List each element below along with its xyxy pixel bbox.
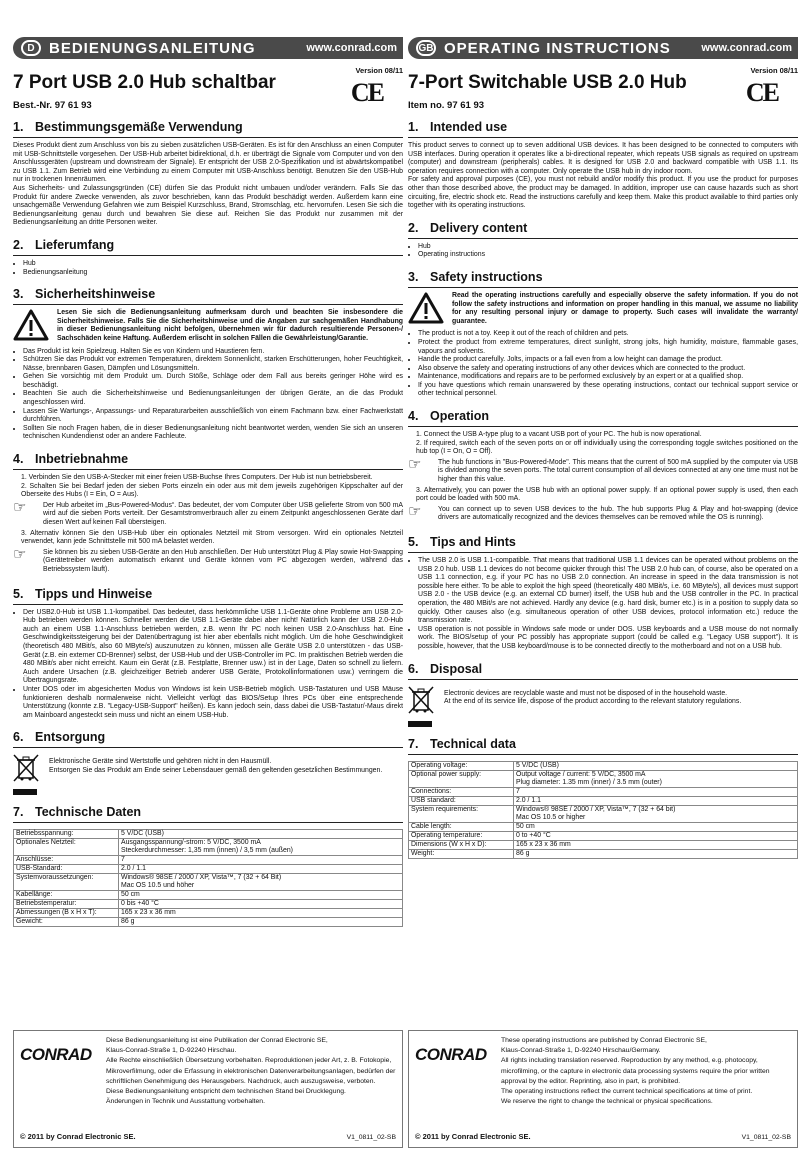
table-row [14,830,403,839]
spec-label: Operating temperature: [409,831,514,840]
german-column [13,37,403,927]
list-item: • Operating instructions [418,251,798,260]
section-3-heading: 3. Sicherheitshinweise [13,277,403,305]
table-row [409,770,798,787]
document-code: V1_0811_02-SB [741,1134,791,1141]
step-3: 3. Alternatively, you can power the USB hub with an optional power supply. If an optional power supply is used, then each port could be loaded with 500 mA. [416,486,798,503]
banner-title: BEDIENUNGSANLEITUNG [49,39,256,57]
disposal-text-2: Entsorgen Sie das Produkt am Ende seiner Lebensdauer gemäß den geltenden gesetzlichen Bestimmungen. [49,766,383,774]
table-row [14,856,403,865]
spec-label: Anschlüsse: [14,856,119,865]
operation-steps-continued [13,530,403,547]
section-4-heading: 4. Inbetriebnahme [13,442,403,470]
language-badge: GB [416,40,436,56]
table-row [409,805,798,822]
spec-label: Weight: [409,849,514,858]
safety-warning-text: Lesen Sie sich die Bedienungsanleitung aufmerksam durch und beachten Sie insbesondere die Sicherheitshinweise. Falls Sie die Sicherheitshinweise und die Angaben zur sachgemäßen Handhabung in dieser Bedienungsanleitung nicht befolgen, übernehmen wir für dadurch resultierende Personen-/ Sachschäden keine Haftung. Außerdem erlischt in solchen Fällen die Gewährleistung/Garantie. [57,309,403,342]
header-banner [13,37,403,59]
list-item: • Maintenance, modifications and repairs are to be performed exclusively by an expert or at a qualified shop. [418,373,798,382]
table-row [14,900,403,909]
list-item: • Handle the product carefully. Jolts, impacts or a fall even from a low height can damage the product. [418,356,798,365]
spec-value: 0 bis +40 °C [119,900,403,909]
note-text: Sie können bis zu sieben USB-Geräte an den Hub anschließen. Der Hub unterstützt Plug & Play sowie Hot-Swapping (Gerätetreiber werden automatisch erkannt und Geräte können vom PC abgezogen werden, während das Betriebssystem läuft). [43,548,403,573]
spec-label: Abmessungen (B x H x T): [14,909,119,918]
step-1: 1. Connect the USB A-type plug to a vacant USB port of your PC. The hub is now operational. [416,431,702,439]
document-title: 7 Port USB 2.0 Hub schaltbar [13,72,276,93]
spec-label: Optional power supply: [409,770,514,787]
header-banner [408,37,798,59]
delivery-list [408,243,798,260]
step-2: 2. Schalten Sie bei Bedarf jeden der sieben Ports einzeln ein oder aus mit dem jeweils zugehörigen Kippschalter auf der Oberseite des Hubs (I = Ein, O = Aus). [21,482,403,499]
disposal-text-2: At the end of its service life, dispose of the product according to the relevant statutory regulations. [444,698,742,706]
intended-use-text-2: Aus Sicherheits- und Zulassungsgründen (CE) dürfen Sie das Produkt nicht umbauen und/oder verändern. Falls Sie das Produkt für andere Zwecke verwenden, als zuvor beschrieben, kann das Produkt beschädigt werden. Außerdem kann eine unsachgemäße Verwendung Gefahren wie zum Beispiel Kurzschluss, Brand, Stromschlag, etc. hervorrufen. Lesen Sie sich die Bedienungsanleitung genau durch und bewahren Sie diese auf. Reichen Sie das Produkt nur zusammen mit der Bedienungsanleitung an dritte Personen weiter. [13,184,403,227]
spec-label: System requirements: [409,805,514,822]
table-row [409,822,798,831]
publisher-info: These operating instructions are published by Conrad Electronic SE, Klaus-Conrad-Straße 1, D-92240 Hirschau/Germany. All rights including translation reserved. Reproduction by any method, e.g. photocopy, microfilming, or the capture in electronic data processing systems require the prior written approval by the editor. Reprinting, also in part, is prohibited. The operating instructions reflect the current technical specifications at time of print. We reserve the right to change the technical or physical specifications. [501,1037,770,1106]
table-row [14,909,403,918]
spec-label: USB standard: [409,796,514,805]
spec-label: Betriebstemperatur: [14,900,119,909]
list-item: • Bedienungsanleitung [23,269,403,278]
disposal-text: Elektronische Geräte sind Wertstoffe und gehören nicht in den Hausmüll. [49,758,272,766]
list-item: • Beachten Sie auch die Sicherheitshinweise und Bedienungsanleitungen der übrigen Geräte, an die das Produkt angeschlossen wird. [23,390,403,407]
section-7-heading: 7. Technical data [408,727,798,755]
publisher-info: Diese Bedienungsanleitung ist eine Publikation der Conrad Electronic SE, Klaus-Conrad-Straße 1, D-92240 Hirschau. Alle Rechte einschließlich Übersetzung vorbehalten. Reproduktionen jeder Art, z. B. Fotokopie, Mikroverfilmung, oder die Erfassung in elektronischen Datenverarbeitungsanlagen, bedürfen der schriftlichen Genehmigung des Herausgebers. Nachdruck, auch auszugsweise, verboten. Diese Bedienungsanleitung entspricht dem technischen Stand bei Drucklegung. Änderungen in Technik und Ausstattung vorbehalten. [106,1037,396,1106]
safety-list [408,330,798,399]
spec-value: 2.0 / 1.1 [514,796,798,805]
banner-title: OPERATING INSTRUCTIONS [444,39,671,57]
spec-label: Systemvoraussetzungen: [14,874,119,891]
technical-data-table [408,761,798,859]
pointing-hand-icon: ☞ [13,498,27,516]
ce-mark-icon: CE [350,78,383,107]
list-item: • Der USB2.0-Hub ist USB 1.1-kompatibel. Das bedeutet, dass herkömmliche USB 1.1-Geräte ohne Probleme am USB 2.0-Hub betrieben werden können. Schneller werden die USB 1.1-Geräte dabei aber nicht! Natürlich kann der USB 2.0-Hub auch an einem USB 1.1-Anschluss betrieben werden, z.B. wenn Ihr PC noch keinen USB 2.0-Anschluss hat. Eine Geschwindigkeitssteigerung bei der Datenübertragung ist hier aber ebenfalls nicht möglich. Um die hohe Geschwindigkeit (theoretisch 480 MBit/s, also 60 MByte/s) auszunutzen zu können, müssen alle Geräte USB 2.0 unterstützen - das USB-Gerät (z.B. ein externer CD-Brenner) selbst, der USB-Hub und der USB-Controller im PC. Im praktischen Betrieb werden die 480 MBit/s aber nicht erreicht. Kaum ein Gerät (z.B. Festplatte, Brenner usw.) ist in der Lage, Daten so schnell zu liefern. Auch andere Ursachen (z.B. gleichzeitiger Betrieb anderer USB Geräte, Protokollinformationen usw.) verringern die Übertragungsrate. [23,609,403,686]
disposal-text: Electronic devices are recyclable waste and must not be disposed of in the household waste. [444,689,728,697]
intended-use-text-2: For safety and approval purposes (CE), you must not rebuild and/or modify this product. If you use the product for purposes other than those described above, the product may be damaged. In addition, improper use can cause hazards such as short circuiting, fire, electric shock etc. Read the instructions carefully and keep them. Make this product available to third parties only together with its operating instructions. [408,176,798,210]
technical-data-table [13,829,403,927]
table-row [409,831,798,840]
table-row [14,891,403,900]
spec-label: Gewicht: [14,918,119,927]
list-item: • Lassen Sie Wartungs-, Anpassungs- und Reparaturarbeiten ausschließlich von einem Fachmann bzw. einer Fachwerkstatt durchführen. [23,408,403,425]
version-label: Version 08/11 [750,66,798,75]
conrad-logo: CONRAD [415,1045,487,1064]
spec-label: Connections: [409,787,514,796]
list-item: • If you have questions which remain unanswered by these operating instructions, contact our technical support service or other technical personnel. [418,382,798,399]
spec-value: Ausgangsspannung/-strom: 5 V/DC, 3500 mA Steckerdurchmesser: 1,35 mm (innen) / 3,5 mm (außen) [119,839,403,856]
tips-list [408,557,798,652]
spec-value: 0 to +40 °C [514,831,798,840]
list-item: • Sollten Sie noch Fragen haben, die in dieser Bedienungsanleitung nicht beantwortet werden, wenden Sie sich an unseren technischen Kundendienst oder an andere Fachleute. [23,425,403,442]
intended-use-text: This product serves to connect up to seven additional USB devices. It has been designed to be connected to computers with USB interfaces. During operation it operates like a bi-directional repeater, which repeats USB signals as required on upstream (computer) and downstream (peripherals) cables. It is designed for USB 2.0 and backward compatible with USB 1.1. Its operation requires connection with a computer. Only operate the USB hub in dry indoor room. [408,142,798,175]
step-3: 3. Alternativ können Sie den USB-Hub über ein optionales Netzteil mit Strom versorgen. Wird ein optionales Netzteil verwendet, kann jede Schnittstelle mit 500 mA belastet werden. [21,529,403,546]
table-row [409,849,798,858]
list-item: • USB operation is not possible in Windows safe mode or under DOS. USB keyboards and a USB mouse do not normally work. The BIOS/setup of your PC possibly has appropriate support (could be called e.g. "Legacy USB support"). It is possible, however, that the USB keyboard/mouse is to be connected directly to the motherboard and not on a USB hub. [418,626,798,652]
section-5-heading: 5. Tips and Hints [408,525,798,553]
spec-value: 50 cm [119,891,403,900]
conrad-logo: CONRAD [20,1045,92,1064]
step-2: 2. If required, switch each of the seven ports on or off individually using the corresponding toggle switches positioned on the hub top (I = On, O = Off). [416,439,798,456]
table-row [409,840,798,849]
spec-label: Operating voltage: [409,761,514,770]
spec-label: USB-Standard: [14,865,119,874]
english-column [408,37,798,859]
section-2-heading: 2. Lieferumfang [13,228,403,256]
crossed-bin-icon [13,754,41,795]
table-row [14,839,403,856]
safety-list [13,348,403,443]
note-text: You can connect up to seven USB devices to the hub. The hub supports Plug & Play and hot-swapping (device drivers are automatically recognized and the devices themselves can be removed while the OS is running). [438,505,798,522]
section-2-heading: 2. Delivery content [408,211,798,239]
version-label: Version 08/11 [355,66,403,75]
warning-triangle-icon [408,292,444,324]
german-footer [13,1030,403,1148]
list-item: • Hub [418,243,798,252]
spec-value: Output voltage / current: 5 V/DC, 3500 mA Plug diameter: 1.35 mm (inner) / 3.5 mm (outer) [514,770,798,787]
spec-value: 165 x 23 x 36 mm [514,840,798,849]
crossed-bin-icon [408,686,436,727]
operation-steps [408,431,798,457]
spec-value: 50 cm [514,822,798,831]
copyright: © 2011 by Conrad Electronic SE. [20,1132,136,1141]
spec-value: 5 V/DC (USB) [514,761,798,770]
section-1-heading: 1. Bestimmungsgemäße Verwendung [13,110,403,138]
section-5-heading: 5. Tipps und Hinweise [13,577,403,605]
table-row [409,787,798,796]
list-item: • Schützen Sie das Produkt vor extremen Temperaturen, direktem Sonnenlicht, starken Erschütterungen, hoher Feuchtigkeit, Nässe, brennbaren Gasen, Dämpfen und Lösungsmitteln. [23,356,403,373]
table-row [14,874,403,891]
language-badge: D [21,40,41,56]
list-item: • Protect the product from extreme temperatures, direct sunlight, strong jolts, high humidity, moisture, flammable gases, vapours and solvents. [418,339,798,356]
pointing-hand-icon: ☞ [408,455,422,473]
document-code: V1_0811_02-SB [346,1134,396,1141]
list-item: • The USB 2.0 is USB 1.1-compatible. That means that traditional USB 1.1 devices can be operated without problems on the USB 2.0 hub. USB 1.1 devices do not become quicker through this! The USB 2.0 hub can, of course, also be operated on a USB 1.1 connection, e.g. if your PC has no USB 2.0 connection. An increase in speed in the data transmission is not possible here either. To be able to exploit the high speed (theoretically 480 MBit/s, i.e. 60 MByte/s), all devices must support USB 2.0 - the USB device (e.g. an external CD burner) itself, the USB hub and the USB controller in the PC. In practical operation, the 480 MBit/s are not achieved. Hardly any device (e.g. hard disk, burner etc.) is in a position to supply data so quickly. Other causes also (e.g. simultaneous operation of other USB devices, protocol information etc.) reduce the transmission rate. [418,557,798,626]
warning-triangle-icon [13,309,49,341]
tips-list [13,609,403,721]
note-text: Der Hub arbeitet im „Bus-Powered-Modus“. Das bedeutet, der vom Computer über USB gelieferte Strom von 500 mA wird auf die sieben Ports verteilt. Der Gesamtstromverbrauch aller zu einem Zeitpunkt angeschlossenen Geräte darf diesen Wert auf keinen Fall übersteigen. [43,501,403,526]
copyright: © 2011 by Conrad Electronic SE. [415,1132,531,1141]
spec-value: 86 g [514,849,798,858]
spec-label: Optionales Netzteil: [14,839,119,856]
pointing-hand-icon: ☞ [408,502,422,520]
delivery-list [13,260,403,277]
step-1: 1. Verbinden Sie den USB-A-Stecker mit einer freien USB-Buchse Ihres Computers. Der Hub ist nun betriebsbereit. [21,474,373,482]
table-row [14,865,403,874]
note-text: The hub functions in "Bus-Powered-Mode". This means that the current of 500 mA supplied by the computer via USB is divided among the seven ports. The total current consumption of all devices connected at any one time must not be higher than this value. [438,458,798,484]
spec-value: 7 [119,856,403,865]
pointing-hand-icon: ☞ [13,545,27,563]
list-item: • Also observe the safety and operating instructions of any other devices which are connected to the product. [418,365,798,374]
section-3-heading: 3. Safety instructions [408,260,798,288]
document-title: 7-Port Switchable USB 2.0 Hub [408,72,687,93]
spec-value: Windows® 98SE / 2000 / XP, Vista™, 7 (32 + 64 bit) Mac OS 10.5 or higher [514,805,798,822]
safety-warning-text: Read the operating instructions carefully and especially observe the safety information. If you do not follow the safety instructions and information on proper handling in this manual, we assume no liability for any resulting personal injury or damage to property. Such cases will invalidate the warranty/ guarantee. [452,291,798,325]
spec-label: Kabellänge: [14,891,119,900]
english-footer [408,1030,798,1148]
ce-mark-icon: CE [745,78,778,107]
table-row [409,761,798,770]
spec-value: 165 x 23 x 36 mm [119,909,403,918]
spec-value: 7 [514,787,798,796]
intended-use-text: Dieses Produkt dient zum Anschluss von bis zu sieben zusätzlichen USB-Geräten. Es ist für den Anschluss an einen Computer mit USB-Schnittstelle vorgesehen. Der USB-Hub arbeitet bidirektional, d.h. er überträgt die Signale vom Computer und von den Anschlussgeräten (upstream und downstream der Signale). Er entspricht der USB 2.0-Spezifikation und ist abwärtskompatibel zu USB 1.1. Zum Betrieb wird eine Verbindung zu einem Computer mit USB-Anschluss benötigt. Benutzen Sie den USB-Hub nur in trockenen Innenräumen. [13,142,403,184]
item-number: Best.-Nr. 97 61 93 [13,100,92,111]
list-item: • Gehen Sie vorsichtig mit dem Produkt um. Durch Stöße, Schläge oder dem Fall aus bereits geringer Höhe wird es beschädigt. [23,373,403,390]
item-number: Item no. 97 61 93 [408,100,485,111]
section-4-heading: 4. Operation [408,399,798,427]
list-item: • Das Produkt ist kein Spielzeug. Halten Sie es von Kindern und Haustieren fern. [23,348,403,357]
spec-value: 5 V/DC (USB) [119,830,403,839]
website-url: www.conrad.com [306,42,397,54]
spec-label: Cable length: [409,822,514,831]
spec-label: Betriebsspannung: [14,830,119,839]
spec-value: 2.0 / 1.1 [119,865,403,874]
table-row [14,918,403,927]
spec-value: 86 g [119,918,403,927]
section-1-heading: 1. Intended use [408,110,798,138]
section-7-heading: 7. Technische Daten [13,795,403,823]
spec-label: Dimensions (W x H x D): [409,840,514,849]
section-6-heading: 6. Entsorgung [13,720,403,748]
operation-steps-continued [408,487,798,504]
section-6-heading: 6. Disposal [408,652,798,680]
list-item: • The product is not a toy. Keep it out of the reach of children and pets. [418,330,798,339]
spec-value: Windows® 98SE / 2000 / XP, Vista™, 7 (32 + 64 Bit) Mac OS 10.5 und höher [119,874,403,891]
list-item: • Unter DOS oder im abgesicherten Modus von Windows ist kein USB-Betrieb möglich. USB-Tastaturen und USB Mäuse funktionieren deshalb normalerweise nicht. Vielleicht verfügt das BIOS/Setup Ihres PCs über eine entsprechende Unterstützung (konnte z.B. "Legacy-USB-Support" heißen). Es kann jedoch sein, dass dabei die USB-Tastatur/-Maus direkt am Mainboard angesteckt sein muss und nicht an einem USB-Hub. [23,686,403,720]
website-url: www.conrad.com [701,42,792,54]
list-item: • Hub [23,260,403,269]
operation-steps [13,474,403,500]
table-row [409,796,798,805]
